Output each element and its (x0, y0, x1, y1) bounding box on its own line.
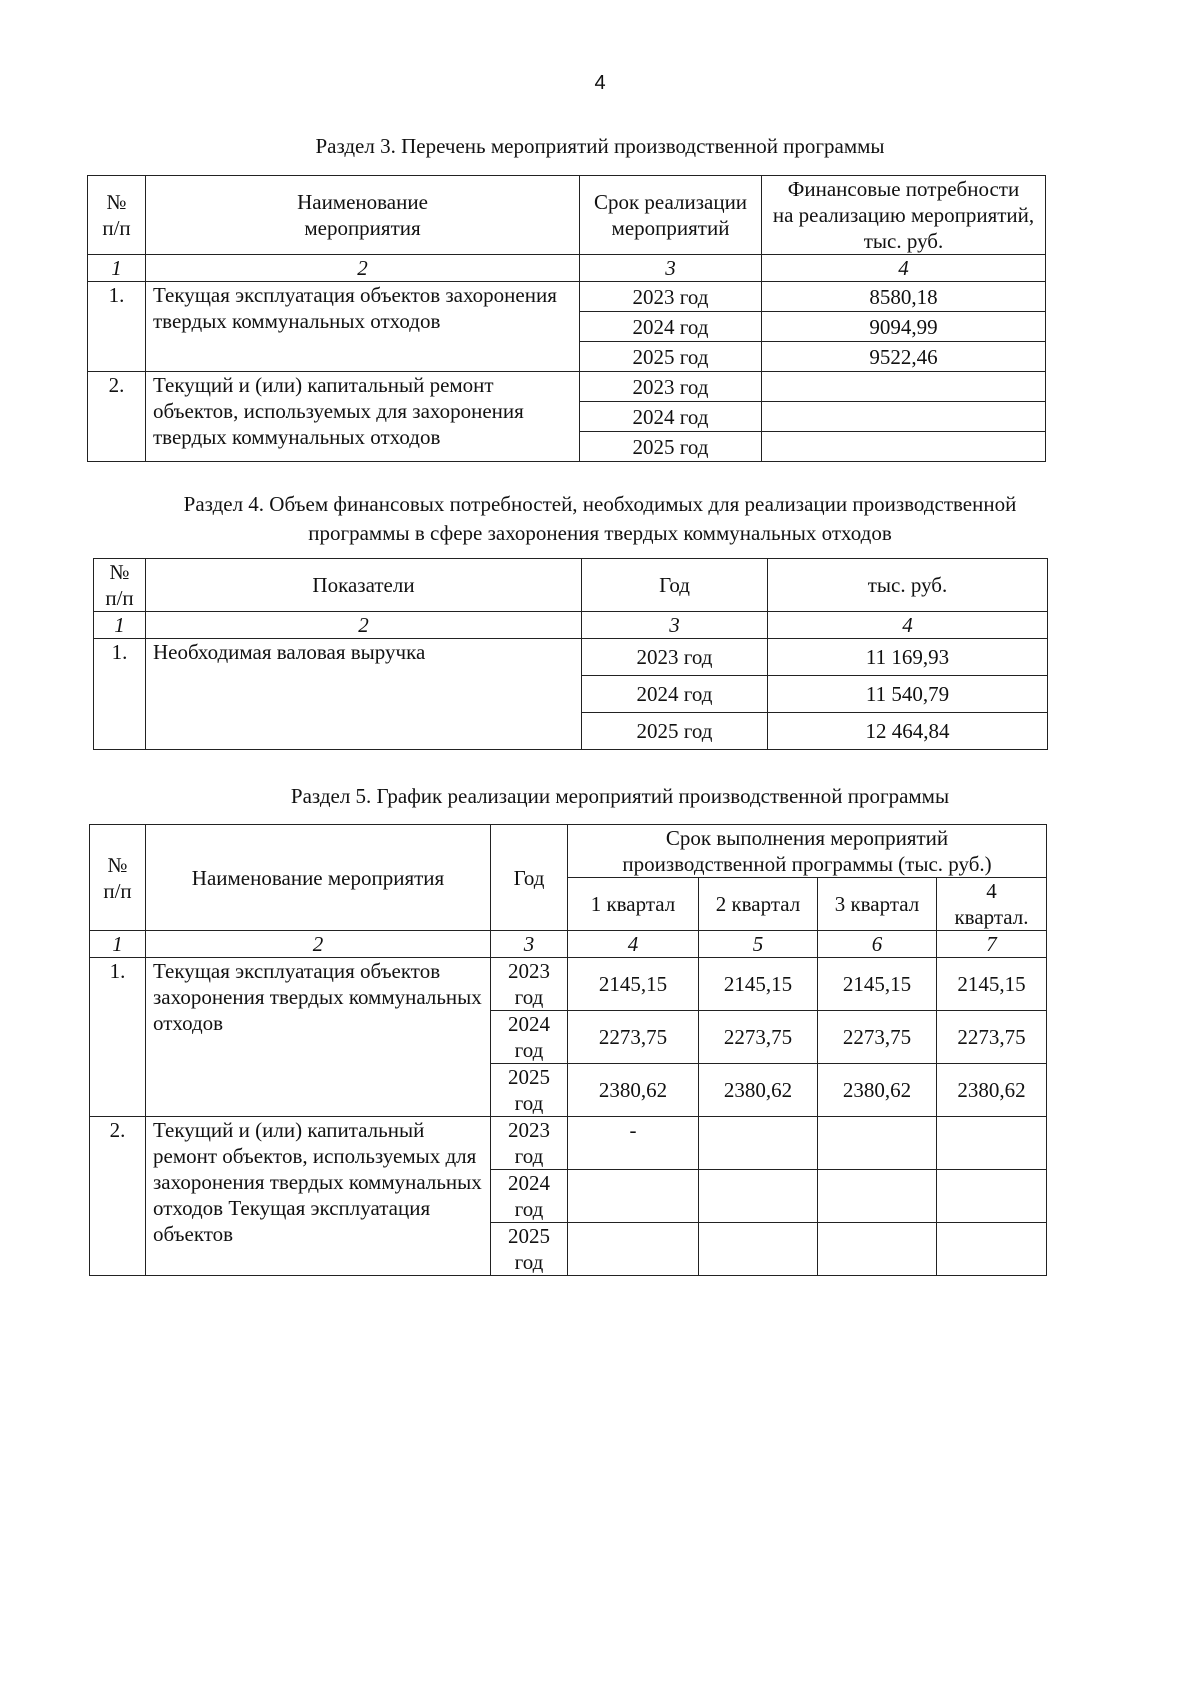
s5-year: 2024 год (491, 1170, 568, 1223)
page-number: 4 (594, 72, 606, 94)
s5-header-q3: 3 квартал (818, 878, 937, 931)
s3-header-name: Наименование мероприятия (146, 176, 580, 255)
s5-colnum: 7 (937, 931, 1047, 958)
s4-colnum: 2 (146, 612, 582, 639)
s5-q-value (818, 1117, 937, 1170)
s5-q-value: 2380,62 (699, 1064, 818, 1117)
s4-value: 11 540,79 (768, 676, 1048, 713)
s5-header-group: Срок выполнения мероприятий производственной программы (тыс. руб.) (568, 825, 1047, 878)
s5-q-value: 2145,15 (818, 958, 937, 1011)
s5-q-value (937, 1170, 1047, 1223)
s5-year: 2025 год (491, 1223, 568, 1276)
section3-title: Раздел 3. Перечень мероприятий производственной программы (315, 134, 885, 158)
section4-title: Раздел 4. Объем финансовых потребностей, необходимых для реализации производственной программы в сфере захоронения твердых коммунальных отходов (183, 492, 1017, 545)
s4-header-value: тыс. руб. (768, 559, 1048, 612)
s5-q-value (568, 1223, 699, 1276)
section4-table (93, 558, 1048, 750)
s3-value (762, 402, 1046, 432)
s5-q-value: 2273,75 (937, 1011, 1047, 1064)
s5-header-name: Наименование мероприятия (146, 825, 491, 931)
s5-colnum: 6 (818, 931, 937, 958)
s3-row-name: Текущая эксплуатация объектов захоронения твердых коммунальных отходов (146, 282, 580, 372)
s3-year: 2025 год (580, 432, 762, 462)
s5-q-value (699, 1117, 818, 1170)
s5-colnum: 2 (146, 931, 491, 958)
s5-row-num: 2. (90, 1117, 146, 1276)
s4-header-num: № п/п (94, 559, 146, 612)
s3-colnum: 4 (762, 255, 1046, 282)
s5-row-name: Текущий и (или) капитальный ремонт объектов, используемых для захоронения твердых коммунальных отходов Текущая эксплуатация объектов (146, 1117, 491, 1276)
s5-header-q4: 4 квартал. (937, 878, 1047, 931)
s5-year: 2023 год (491, 958, 568, 1011)
section5-table (89, 824, 1047, 1276)
s3-colnum: 1 (88, 255, 146, 282)
s3-year: 2025 год (580, 342, 762, 372)
s4-value: 11 169,93 (768, 639, 1048, 676)
s5-q-value: 2145,15 (937, 958, 1047, 1011)
s5-year: 2023 год (491, 1117, 568, 1170)
s5-year: 2024 год (491, 1011, 568, 1064)
s4-colnum: 1 (94, 612, 146, 639)
s3-year: 2024 год (580, 312, 762, 342)
s5-q-value (568, 1170, 699, 1223)
s3-row-num: 1. (88, 282, 146, 372)
s4-header-indicators: Показатели (146, 559, 582, 612)
s4-colnum: 4 (768, 612, 1048, 639)
s3-value: 9094,99 (762, 312, 1046, 342)
s5-q-value (937, 1223, 1047, 1276)
s4-year: 2024 год (582, 676, 768, 713)
s4-colnum: 3 (582, 612, 768, 639)
s5-q-value (699, 1170, 818, 1223)
s3-colnum: 2 (146, 255, 580, 282)
s5-header-q2: 2 квартал (699, 878, 818, 931)
s3-header-num: № п/п (88, 176, 146, 255)
s3-value (762, 432, 1046, 462)
s4-value: 12 464,84 (768, 713, 1048, 750)
s5-q-value: 2273,75 (818, 1011, 937, 1064)
s5-header-q1: 1 квартал (568, 878, 699, 931)
s5-q-value: 2273,75 (568, 1011, 699, 1064)
s4-row-num: 1. (94, 639, 146, 750)
s5-header-num: № п/п (90, 825, 146, 931)
s5-year: 2025 год (491, 1064, 568, 1117)
s4-year: 2023 год (582, 639, 768, 676)
s3-value: 8580,18 (762, 282, 1046, 312)
s3-header-finance: Финансовые потребности на реализацию мероприятий, тыс. руб. (762, 176, 1046, 255)
s3-year: 2023 год (580, 282, 762, 312)
s5-q-value: 2380,62 (818, 1064, 937, 1117)
s4-header-year: Год (582, 559, 768, 612)
s5-colnum: 3 (491, 931, 568, 958)
s5-colnum: 4 (568, 931, 699, 958)
s5-q-value: 2145,15 (568, 958, 699, 1011)
s5-q-value (818, 1170, 937, 1223)
s5-q-value (937, 1117, 1047, 1170)
s4-row-name: Необходимая валовая выручка (146, 639, 582, 750)
s3-value: 9522,46 (762, 342, 1046, 372)
s5-q-value: 2145,15 (699, 958, 818, 1011)
s5-q-value (699, 1223, 818, 1276)
s5-row-name: Текущая эксплуатация объектов захоронения твердых коммунальных отходов (146, 958, 491, 1117)
section5-title: Раздел 5. График реализации мероприятий производственной программы (290, 784, 950, 808)
s3-year: 2023 год (580, 372, 762, 402)
s5-row-num: 1. (90, 958, 146, 1117)
s3-value (762, 372, 1046, 402)
section3-table (87, 175, 1046, 462)
s5-header-year: Год (491, 825, 568, 931)
s4-year: 2025 год (582, 713, 768, 750)
s3-year: 2024 год (580, 402, 762, 432)
s5-q-value: - (568, 1117, 699, 1170)
s5-colnum: 5 (699, 931, 818, 958)
s5-q-value: 2273,75 (699, 1011, 818, 1064)
s5-q-value: 2380,62 (568, 1064, 699, 1117)
s3-row-num: 2. (88, 372, 146, 462)
s5-q-value: 2380,62 (937, 1064, 1047, 1117)
s5-q-value (818, 1223, 937, 1276)
s5-colnum: 1 (90, 931, 146, 958)
s3-colnum: 3 (580, 255, 762, 282)
s3-row-name: Текущий и (или) капитальный ремонт объектов, используемых для захоронения твердых коммунальных отходов (146, 372, 580, 462)
s3-header-period: Срок реализации мероприятий (580, 176, 762, 255)
